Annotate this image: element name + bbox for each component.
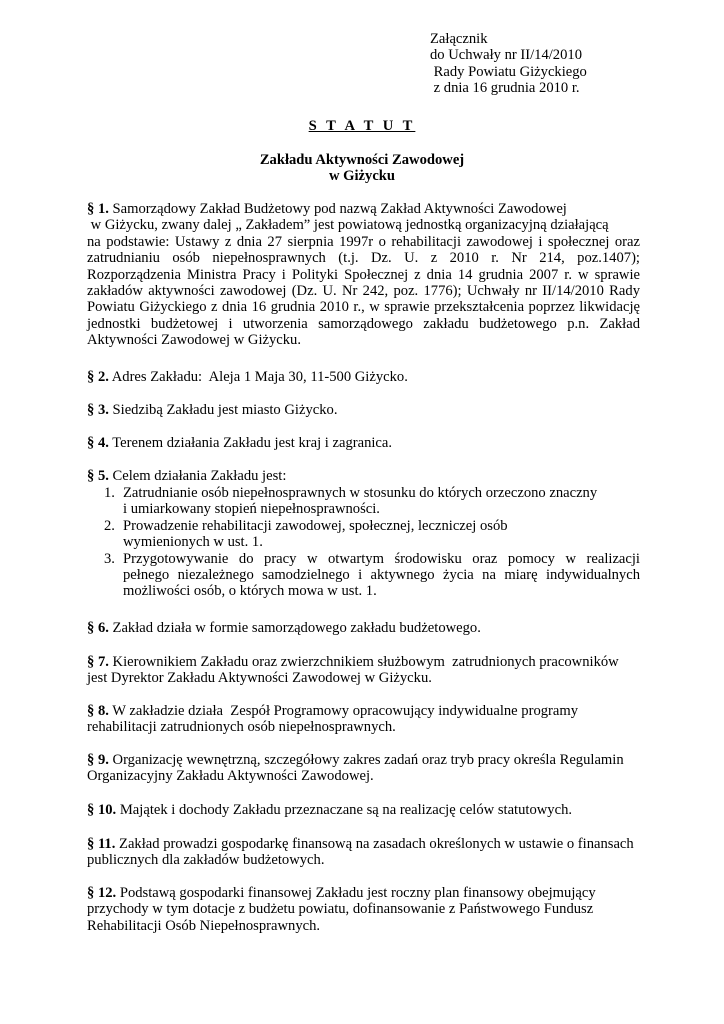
header-line: z dnia 16 grudnia 2010 r. [430,80,580,97]
document-subtitle [0,152,724,185]
list-number: 1. [104,485,115,501]
paragraph-text: Zakład prowadzi gospodarkę finansową na zasadach określonych w ustawie o finansach [115,836,634,852]
paragraph-2 [87,369,640,385]
attachment-header [430,31,690,97]
header-line: do Uchwały nr II/14/2010 [430,47,582,64]
paragraph-8 [87,703,640,736]
list-item [104,551,640,600]
subtitle-line: w Giżycku [328,168,396,185]
list-item [104,485,640,518]
paragraph-mark: § 5. [87,468,109,484]
paragraph-line: Rehabilitacji Osób Niepełnosprawnych. [87,917,321,934]
list-number: 3. [104,550,115,567]
paragraph-line: Aktywności Zawodowej w Giżycku. [87,332,301,349]
list-line: Przygotowywanie do pracy w otwartym środowisku oraz pomocy w realizacji [123,550,640,567]
paragraph-7 [87,654,640,687]
paragraph-text: Terenem działania Zakładu jest kraj i zagranica. [108,435,393,451]
paragraph-3 [87,402,640,418]
paragraph-mark: § 9. [87,752,109,768]
paragraph-text: Majątek i dochody Zakładu przeznaczane są na realizację celów statutowych. [116,802,573,818]
paragraph-text: Samorządowy Zakład Budżetowy pod nazwą Zakład Aktywności Zawodowej [108,201,567,217]
paragraph-text: W zakładzie działa Zespół Programowy opracowujący indywidualne programy [108,703,579,719]
paragraph-line: jednostki budżetowej i utworzenia samorządowego zakładu budżetowego p.n. Zakład [87,315,640,332]
paragraph-line: w Giżycku, zwany dalej „ Zakładem” jest powiatową jednostką organizacyjną działającą [87,217,609,234]
paragraph-text: Organizację wewnętrzną, szczegółowy zakres zadań oraz tryb pracy określa Regulamin [108,752,624,768]
list-number: 2. [104,517,115,534]
paragraph-mark: § 12. [87,885,117,901]
paragraph-line: jest Dyrektor Zakładu Aktywności Zawodowej w Giżycku. [87,670,432,687]
paragraph-10 [87,802,640,818]
paragraph-mark: § 2. [87,369,109,385]
paragraph-mark: § 10. [87,802,117,818]
paragraph-line: zakładów aktywności zawodowej (Dz. U. Nr 242, poz. 1776); Uchwały nr II/14/2010 Rady [87,283,640,300]
list-line: i umiarkowany stopień niepełnosprawności. [123,501,380,518]
paragraph-text: Podstawą gospodarki finansowej Zakładu jest roczny plan finansowy obejmujący [116,885,596,901]
paragraph-mark: § 4. [87,435,109,451]
paragraph-text: Kierownikiem Zakładu oraz zwierzchnikiem służbowym zatrudnionych pracowników [108,654,619,670]
paragraph-line: Rozporządzenia Ministra Pracy i Polityki Społecznej z dnia 14 grudnia 2007 r. w sprawie [87,266,640,283]
paragraph-mark: § 7. [87,654,109,670]
goals-list [104,485,640,600]
paragraph-mark: § 8. [87,703,109,719]
paragraph-mark: § 11. [87,836,116,852]
list-line: możliwości osób, o których mowa w ust. 1. [123,583,377,600]
list-line: wymienionych w ust. 1. [123,534,263,551]
paragraph-line: rehabilitacji zatrudnionych osób niepełnosprawnych. [87,719,396,736]
list-line: Zatrudnianie osób niepełnosprawnych w stosunku do których orzeczono znaczny [123,485,598,501]
paragraph-text: Celem działania Zakładu jest: [108,468,287,484]
paragraph-mark: § 1. [87,201,109,217]
paragraph-line: Organizacyjny Zakładu Aktywności Zawodowej. [87,768,374,785]
list-line: pełnego niezależnego samodzielnego i aktywnego życia na miarę indywidualnych [123,567,640,584]
header-line: Załącznik [430,31,488,47]
paragraph-mark: § 6. [87,620,109,636]
paragraph-text: Adres Zakładu: Aleja 1 Maja 30, 11-500 Giżycko. [108,369,408,385]
paragraph-4 [87,435,640,451]
paragraph-line: zatrudnianiu osób niepełnosprawnych (t.j. Dz. U. z 2010 r. Nr 214, poz.1407); [87,250,640,267]
paragraph-11 [87,836,640,869]
paragraph-9 [87,752,640,785]
list-line: Prowadzenie rehabilitacji zawodowej, społecznej, leczniczej osób [123,517,508,534]
paragraph-1 [87,201,640,349]
paragraph-line: Powiatu Giżyckiego z dnia 16 grudnia 2010 r., w sprawie przekształcenia poprzez likwidację [87,299,640,316]
paragraph-mark: § 3. [87,402,109,418]
paragraph-5 [87,468,640,484]
paragraph-line: publicznych dla zakładów budżetowych. [87,852,325,869]
header-line: Rady Powiatu Giżyckiego [430,63,587,80]
paragraph-text: Zakład działa w formie samorządowego zakładu budżetowego. [108,620,481,636]
paragraph-line: na podstawie: Ustawy z dnia 27 sierpnia 1997r o rehabilitacji zawodowej i społecznej oraz [87,233,640,250]
paragraph-12 [87,885,640,934]
paragraph-text: Siedzibą Zakładu jest miasto Giżycko. [108,402,338,418]
paragraph-line: przychody w tym dotacje z budżetu powiatu, dofinansowanie z Państwowego Fundusz [87,901,594,918]
document-title: S T A T U T [308,118,416,134]
list-item [104,518,640,551]
paragraph-6 [87,620,640,636]
subtitle-line: Zakładu Aktywności Zawodowej [259,152,465,168]
